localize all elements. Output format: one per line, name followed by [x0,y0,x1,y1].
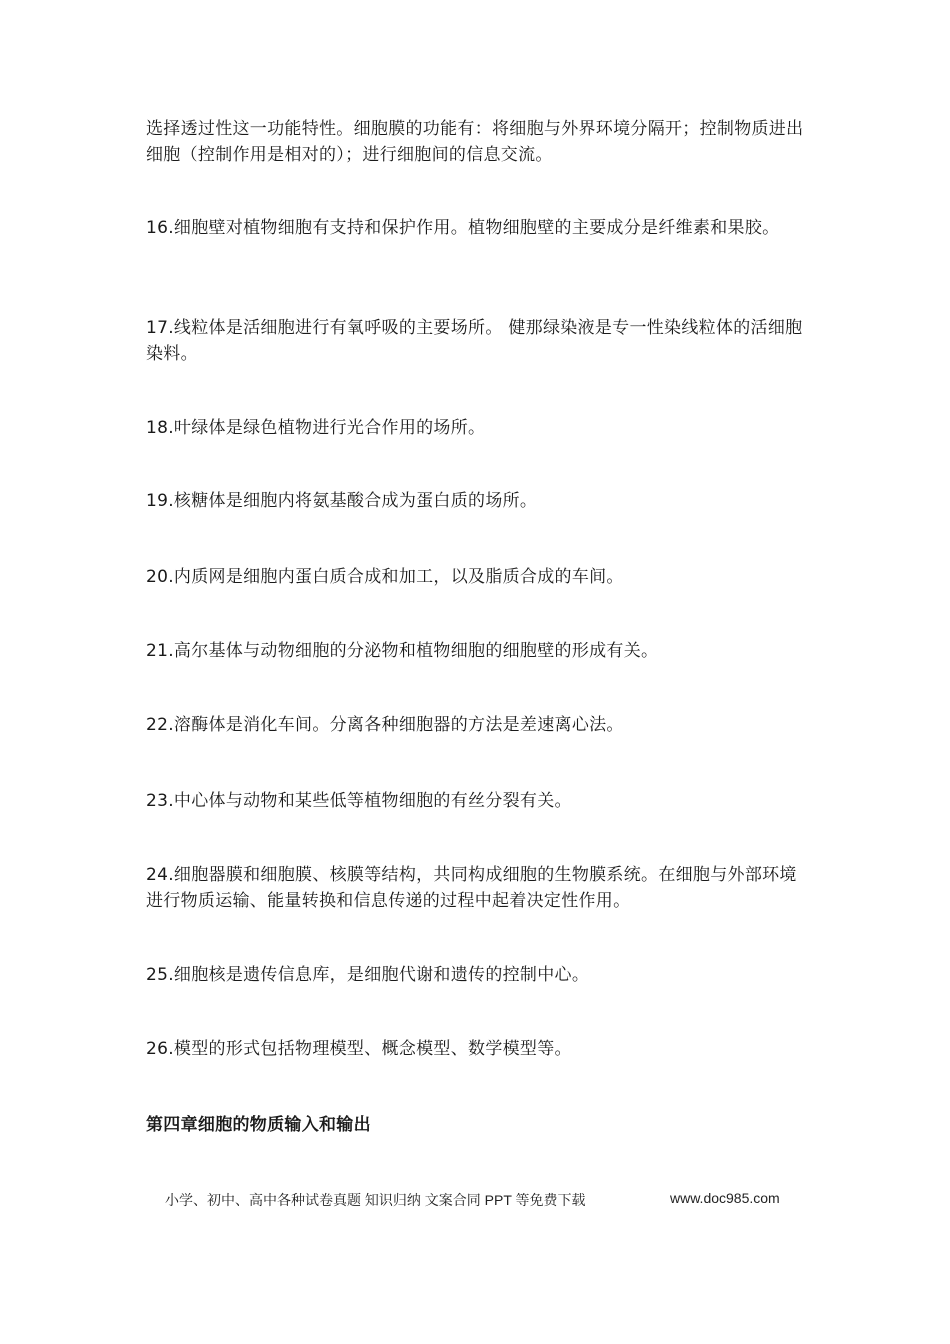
paragraph-22-lysosome: 22.溶酶体是消化车间。分离各种细胞器的方法是差速离心法。 [146,715,624,735]
paragraph-20-endoplasmic-reticulum: 20.内质网是细胞内蛋白质合成和加工，以及脂质合成的车间。 [146,567,624,587]
footer-url-link[interactable]: www.doc985.com [670,1190,780,1206]
paragraph-16-cell-wall: 16.细胞壁对植物细胞有支持和保护作用。植物细胞壁的主要成分是纤维素和果胶。 [146,218,780,238]
paragraph-25-nucleus: 25.细胞核是遗传信息库，是细胞代谢和遗传的控制中心。 [146,965,590,985]
footer-text: 小学、初中、高中各种试卷真题 知识归纳 文案合同 PPT 等免费下载 [165,1192,586,1208]
paragraph-23-centrosome: 23.中心体与动物和某些低等植物细胞的有丝分裂有关。 [146,791,572,811]
paragraph-cell-membrane-function: 选择透过性这一功能特性。细胞膜的功能有：将细胞与外界环境分隔开；控制物质进出细胞（控制作用是相对的）；进行细胞间的信息交流。 [146,119,804,165]
chapter-heading: 第四章细胞的物质输入和输出 [146,1115,371,1135]
paragraph-24-biomembrane-system: 24.细胞器膜和细胞膜、核膜等结构，共同构成细胞的生物膜系统。在细胞与外部环境进行物质运输、能量转换和信息传递的过程中起着决定性作用。 [146,865,797,911]
paragraph-26-models: 26.模型的形式包括物理模型、概念模型、数学模型等。 [146,1039,572,1059]
paragraph-21-golgi: 21.高尔基体与动物细胞的分泌物和植物细胞的细胞壁的形成有关。 [146,641,659,661]
paragraph-18-chloroplast: 18.叶绿体是绿色植物进行光合作用的场所。 [146,418,486,438]
paragraph-19-ribosome: 19.核糖体是细胞内将氨基酸合成为蛋白质的场所。 [146,491,538,511]
paragraph-17-mitochondria: 17.线粒体是活细胞进行有氧呼吸的主要场所。 健那绿染液是专一性染线粒体的活细胞染料。 [146,318,803,364]
